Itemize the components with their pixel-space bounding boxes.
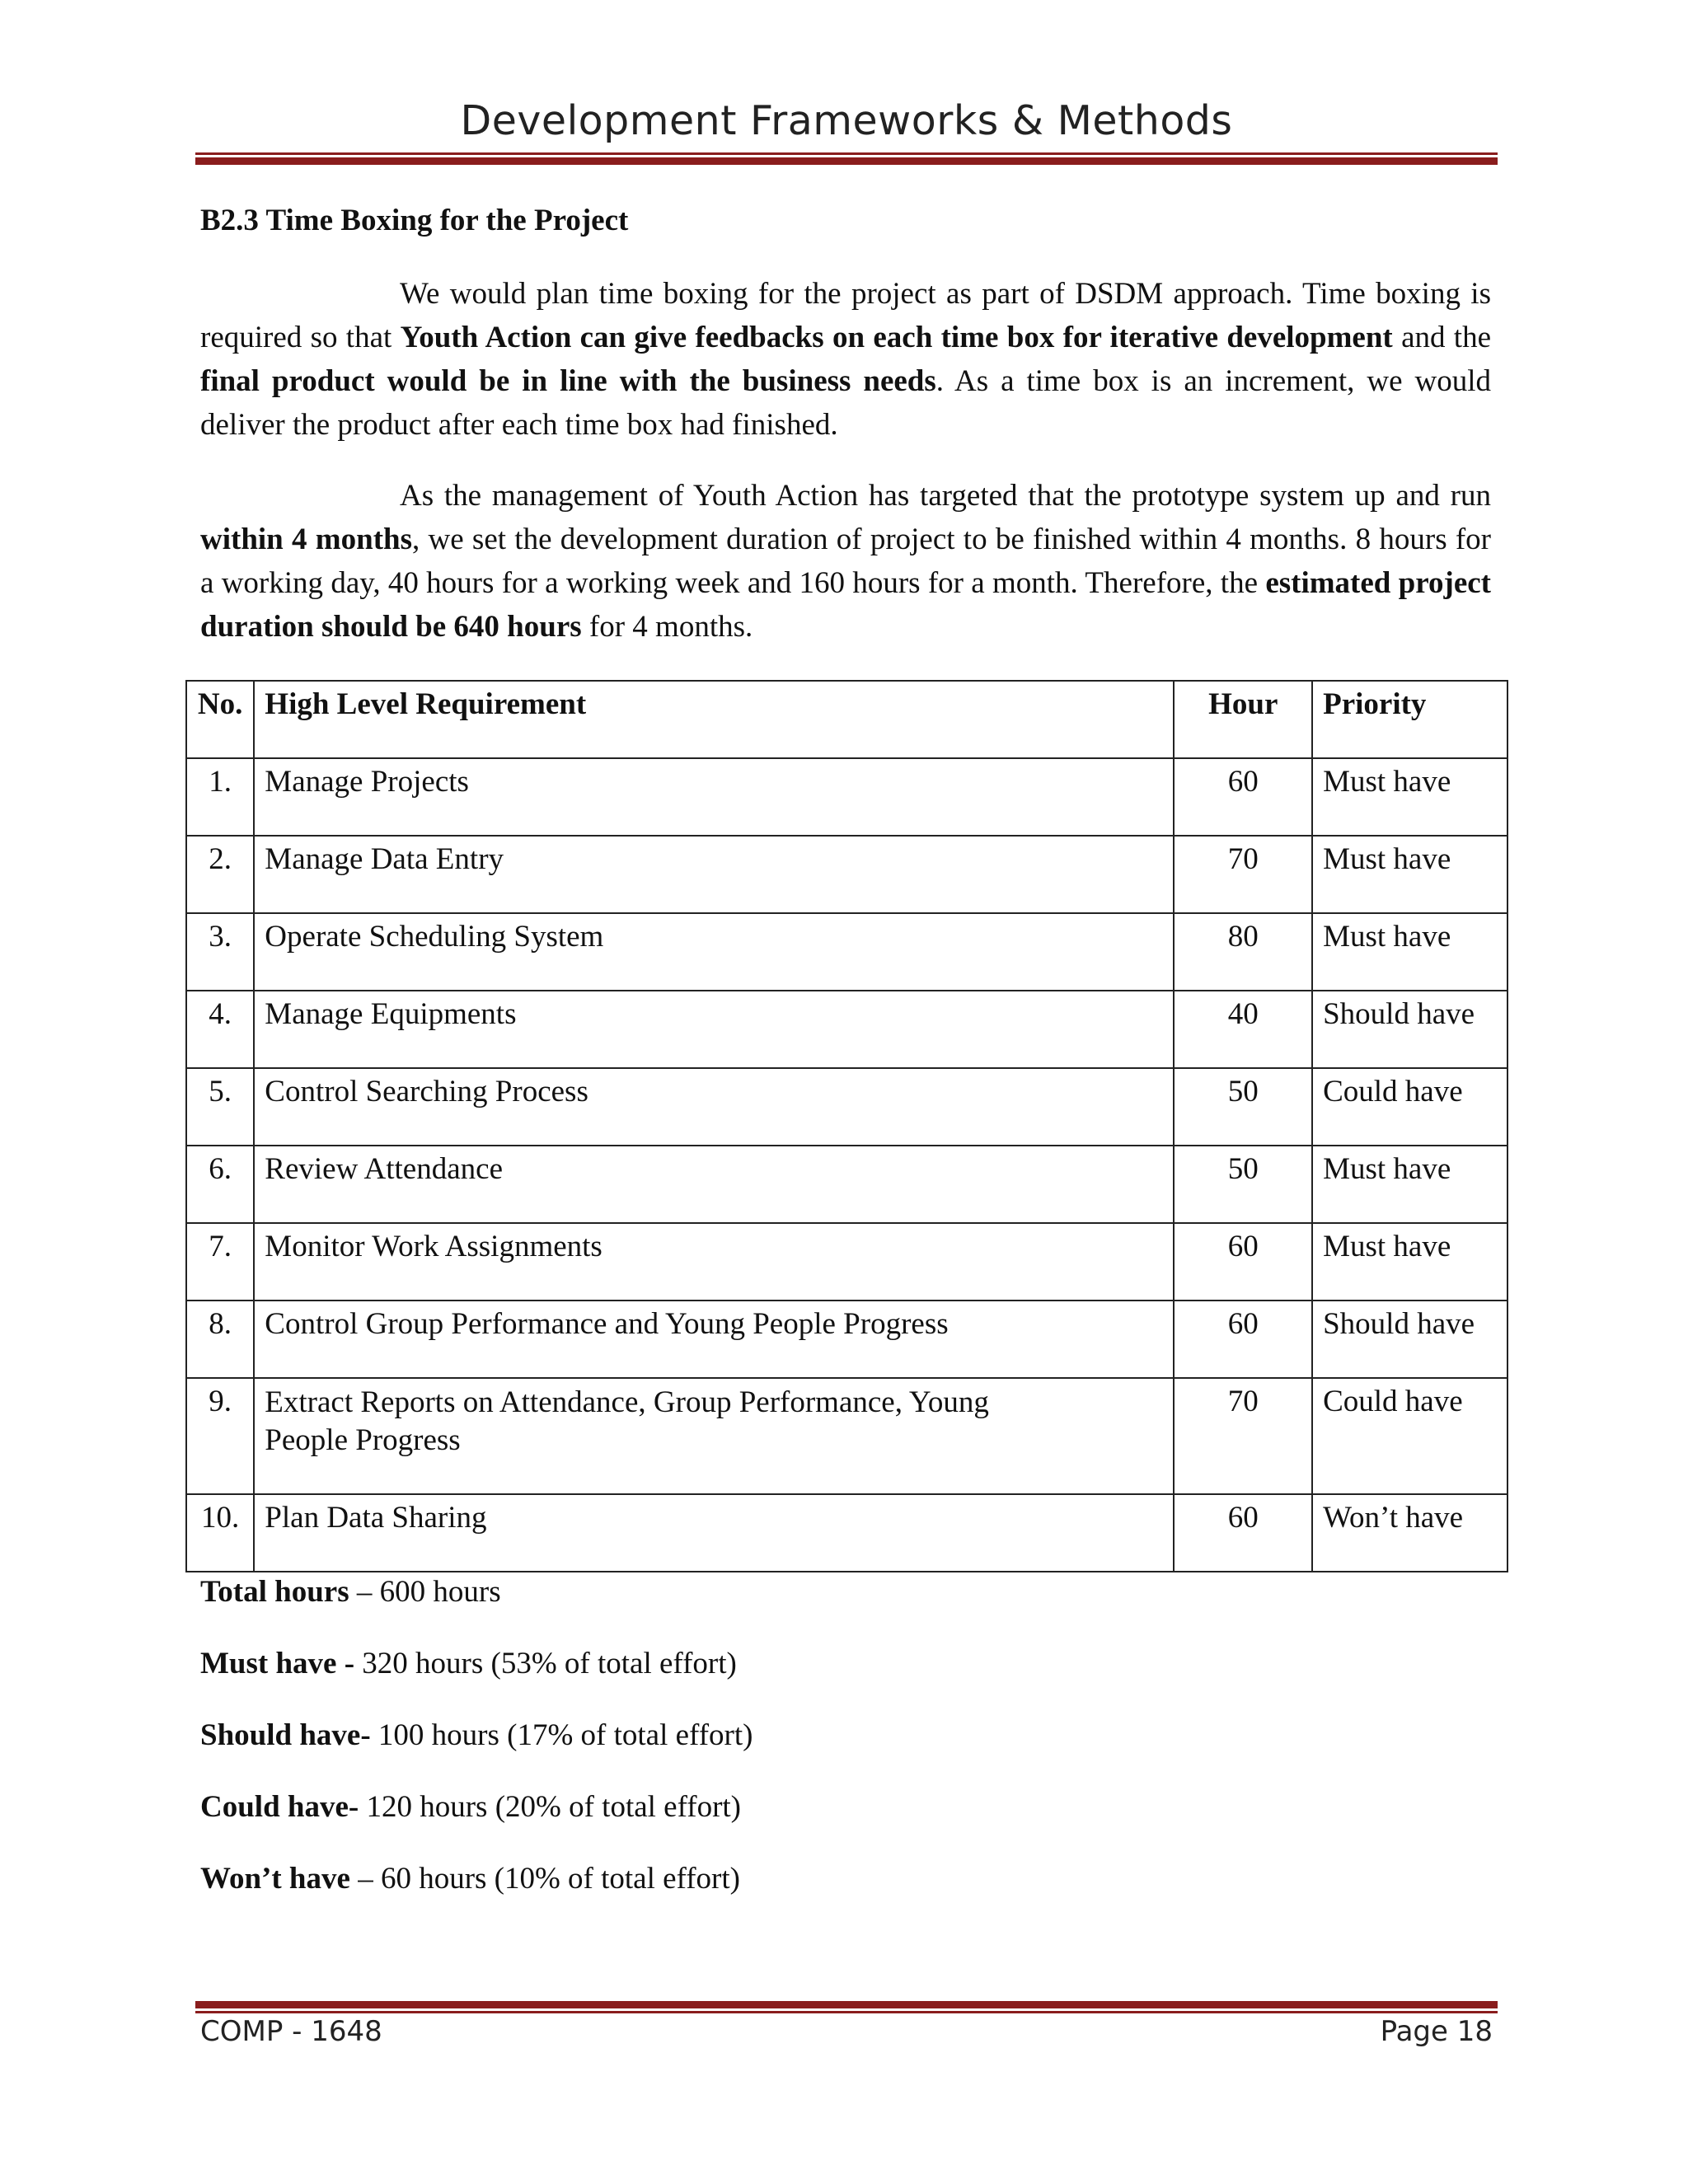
summary-should-label: Should have- <box>200 1718 371 1752</box>
table-row <box>186 1378 1507 1494</box>
table-row <box>186 1301 1507 1378</box>
summary-could-label: Could have- <box>200 1790 359 1824</box>
p2-bold-2: estimated project duration should be 640 hours <box>200 566 1491 644</box>
summary-total-value: – 600 hours <box>349 1575 501 1609</box>
p1-bold-2: final product would be in line with the business needs <box>200 364 936 398</box>
row-requirement: Monitor Work Assignments <box>254 1223 1174 1301</box>
table-row <box>186 913 1507 991</box>
table-header-row <box>186 681 1507 758</box>
row-hour: 60 <box>1174 758 1312 836</box>
row-no: 3. <box>186 913 254 991</box>
table-row <box>186 1068 1507 1146</box>
p2-text-2: , we set the development duration of project to be finished within 4 months. 8 hours for a working day, 40 hours for a working week and 160 hours for a month. Therefore, the <box>200 523 1492 600</box>
row-priority: Must have <box>1312 1146 1507 1223</box>
section-heading: B2.3 Time Boxing for the Project <box>200 204 629 237</box>
row-requirement: Control Group Performance and Young People Progress <box>254 1301 1174 1378</box>
row-requirement: Manage Data Entry <box>254 836 1174 913</box>
row-hour: 60 <box>1174 1223 1312 1301</box>
table-row <box>186 1223 1507 1301</box>
p1-bold-1: Youth Action can give feedbacks on each time box for iterative development <box>400 321 1393 354</box>
requirements-table <box>185 680 1508 1572</box>
row-hour: 60 <box>1174 1301 1312 1378</box>
table-row <box>186 1494 1507 1572</box>
p1-text-3: . As a time box is an increment, we would deliver the product after each time box had finished. <box>200 364 1492 442</box>
summary-total-label: Total hours <box>200 1575 349 1609</box>
row-hour: 70 <box>1174 836 1312 913</box>
row-no: 8. <box>186 1301 254 1378</box>
row-requirement: Plan Data Sharing <box>254 1494 1174 1572</box>
summary-wont-have <box>200 1861 740 1896</box>
row-priority: Must have <box>1312 758 1507 836</box>
table-row <box>186 1146 1507 1223</box>
header-priority: Priority <box>1312 681 1507 758</box>
footer-rule <box>195 2001 1498 2013</box>
row-no: 6. <box>186 1146 254 1223</box>
row-no: 7. <box>186 1223 254 1301</box>
row-no: 1. <box>186 758 254 836</box>
summary-could-have <box>200 1789 741 1825</box>
table-row <box>186 836 1507 913</box>
row-no: 5. <box>186 1068 254 1146</box>
page-header-title: Development Frameworks & Methods <box>460 97 1233 144</box>
row-no: 9. <box>186 1378 254 1494</box>
p2-bold-1: within 4 months <box>200 523 412 556</box>
row-priority: Must have <box>1312 836 1507 913</box>
row-hour: 50 <box>1174 1068 1312 1146</box>
summary-must-have <box>200 1646 737 1681</box>
paragraph-duration <box>200 474 1491 649</box>
p1-text-1: We would plan time boxing for the project as part of DSDM approach. Time boxing is required so that <box>200 277 1491 354</box>
summary-should-value: 100 hours (17% of total effort) <box>370 1718 753 1752</box>
summary-should-have <box>200 1718 753 1753</box>
row-no: 4. <box>186 991 254 1068</box>
table-row <box>186 758 1507 836</box>
row-no: 10. <box>186 1494 254 1572</box>
row-priority: Must have <box>1312 913 1507 991</box>
row-hour: 60 <box>1174 1494 1312 1572</box>
row-requirement: Operate Scheduling System <box>254 913 1174 991</box>
p1-text-2: and the <box>1392 321 1492 354</box>
row-priority: Should have <box>1312 1301 1507 1378</box>
row-priority: Should have <box>1312 991 1507 1068</box>
row-requirement: Control Searching Process <box>254 1068 1174 1146</box>
row-requirement: Manage Projects <box>254 758 1174 836</box>
row-hour: 50 <box>1174 1146 1312 1223</box>
paragraph-time-boxing <box>200 272 1491 447</box>
p2-text-3: for 4 months. <box>581 610 753 644</box>
row-hour: 40 <box>1174 991 1312 1068</box>
row-requirement-line-2: People Progress <box>265 1423 461 1457</box>
row-hour: 70 <box>1174 1378 1312 1494</box>
p2-text-1: As the management of Youth Action has targeted that the prototype system up and run <box>400 479 1491 513</box>
footer-page-number: Page 18 <box>1380 2015 1493 2048</box>
row-requirement <box>254 1378 1174 1494</box>
summary-wont-value: – 60 hours (10% of total effort) <box>349 1862 740 1896</box>
row-priority: Could have <box>1312 1378 1507 1494</box>
row-priority: Must have <box>1312 1223 1507 1301</box>
row-hour: 80 <box>1174 913 1312 991</box>
header-hour: Hour <box>1174 681 1312 758</box>
row-priority: Could have <box>1312 1068 1507 1146</box>
header-no: No. <box>186 681 254 758</box>
summary-must-value: 320 hours (53% of total effort) <box>362 1647 737 1680</box>
row-requirement: Manage Equipments <box>254 991 1174 1068</box>
row-no: 2. <box>186 836 254 913</box>
summary-could-value: 120 hours (20% of total effort) <box>359 1790 741 1824</box>
row-requirement-line-1: Extract Reports on Attendance, Group Performance, Young <box>265 1385 989 1419</box>
summary-wont-label: Won’t have <box>200 1862 350 1896</box>
summary-must-label: Must have - <box>200 1647 363 1680</box>
summary-total <box>200 1574 501 1610</box>
row-priority: Won’t have <box>1312 1494 1507 1572</box>
header-requirement: High Level Requirement <box>254 681 1174 758</box>
table-row <box>186 991 1507 1068</box>
header-rule <box>195 152 1498 165</box>
row-requirement: Review Attendance <box>254 1146 1174 1223</box>
footer-course-code: COMP - 1648 <box>200 2015 382 2048</box>
